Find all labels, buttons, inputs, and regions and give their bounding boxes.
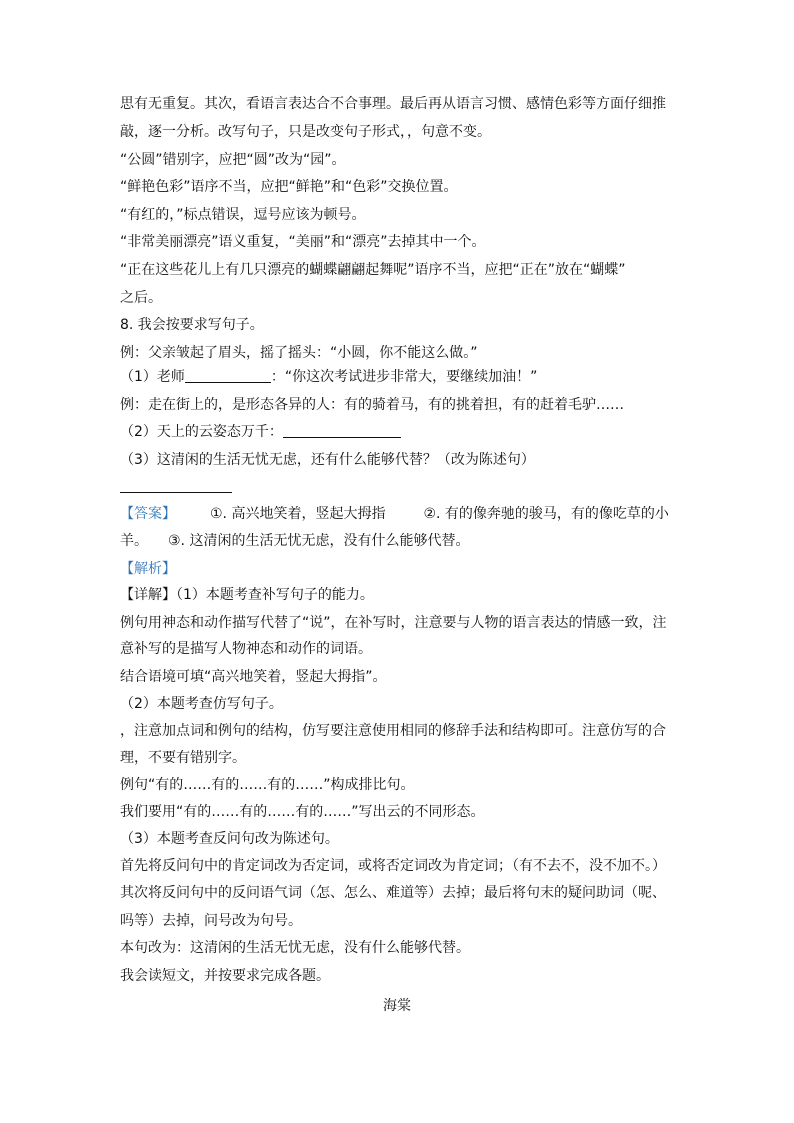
analysis-text: （1）本题考查补写句子的能力。	[176, 587, 374, 603]
analysis-line: 结合语境可填“高兴地笑着，竖起大拇指”。	[120, 669, 387, 685]
analysis-line: 吗等）去掉，问号改为句号。	[120, 913, 302, 929]
text-line: “正在这些花儿上有几只漂亮的蝴蝶翩翩起舞呢”语序不当，应把“正在”放在“蝴蝶”	[120, 262, 626, 278]
answer-item: ①. 高兴地笑着，竖起大拇指	[210, 506, 386, 522]
answer-item: 羊。	[120, 533, 148, 549]
question-heading: 8. 我会按要求写句子。	[120, 317, 264, 333]
analysis-line: ，注意加点词和例句的结构，仿写要注意使用相同的修辞手法和结构即可。注意仿写的合	[120, 723, 666, 739]
passage-title: 海棠	[383, 998, 411, 1014]
answer-line	[120, 532, 680, 550]
analysis-line: 例句“有的……有的……有的……”构成排比句。	[120, 777, 415, 793]
text-line: 敲，逐一分析。改写句子，只是改变句子形式，，句意不变。	[120, 124, 491, 140]
text-line: “鲜艳色彩”语序不当，应把“鲜艳”和“色彩”交换位置。	[120, 179, 458, 195]
answer-blank-line[interactable]	[120, 492, 232, 493]
answer-item: ③. 这清闲的生活无忧无虑，没有什么能够代替。	[168, 533, 470, 549]
answer-blank[interactable]	[185, 368, 271, 383]
answer-blank[interactable]	[283, 423, 401, 438]
analysis-line: 例句用神态和动作描写代替了“说”，在补写时，注意要与人物的语言表达的情感一致，注	[120, 615, 667, 631]
analysis-line: 意补写的是描写人物神态和动作的词语。	[120, 641, 372, 657]
question-item-1	[120, 368, 680, 386]
analysis-line: 本句改为：这清闲的生活无忧无虑，没有什么能够代替。	[120, 940, 470, 956]
answer-line	[120, 505, 680, 523]
analysis-line: 首先将反问句中的肯定词改为否定词，或将否定词改为肯定词；（有不去不，没不加不。）	[120, 858, 666, 874]
answer-label: 【答案】	[120, 506, 176, 522]
analysis-line: （2）本题考查仿写句子。	[120, 696, 283, 712]
question-text: ：“你这次考试进步非常大，要继续加油！”	[270, 369, 538, 385]
detail-label: 【详解】	[120, 587, 176, 603]
example-sentence: 例：父亲皱起了眉头，摇了摇头：“小圆，你不能这么做。”	[120, 345, 478, 361]
text-line: “非常美丽漂亮”语义重复，“美丽”和“漂亮”去掉其中一个。	[120, 234, 486, 250]
answer-item: ②. 有的像奔驰的骏马，有的像吃草的小	[423, 506, 669, 522]
text-line: 思有无重复。其次，看语言表达合不合事理。最后再从语言习惯、感情色彩等方面仔细推	[120, 96, 666, 112]
analysis-line: （3）本题考查反问句改为陈述句。	[120, 831, 339, 847]
analysis-line	[120, 586, 680, 604]
analysis-line: 其次将反问句中的反问语气词（怎、怎么、难道等）去掉；最后将句末的疑问助词（呢、	[120, 885, 666, 901]
example-sentence: 例：走在街上的，是形态各异的人：有的骑着马，有的挑着担，有的赶着毛驴……	[120, 397, 624, 413]
analysis-line: 理，不要有错别字。	[120, 750, 246, 766]
question-item-3: （3）这清闲的生活无忧无虑，还有什么能够代替？（改为陈述句）	[120, 452, 535, 468]
analysis-line: 我会读短文，并按要求完成各题。	[120, 968, 330, 984]
analysis-line: 我们要用“有的……有的……有的……”写出云的不同形态。	[120, 804, 485, 820]
text-line: “有红的，”标点错误，逗号应该为顿号。	[120, 207, 366, 223]
text-line: 之后。	[120, 290, 162, 306]
text-line: “公圆”错别字，应把“圆”改为“园”。	[120, 152, 346, 168]
question-text: （1）老师	[120, 369, 185, 385]
analysis-label: 【解析】	[120, 561, 176, 577]
question-item-2	[120, 423, 680, 441]
question-text: （2）天上的云姿态万千：	[120, 424, 283, 440]
